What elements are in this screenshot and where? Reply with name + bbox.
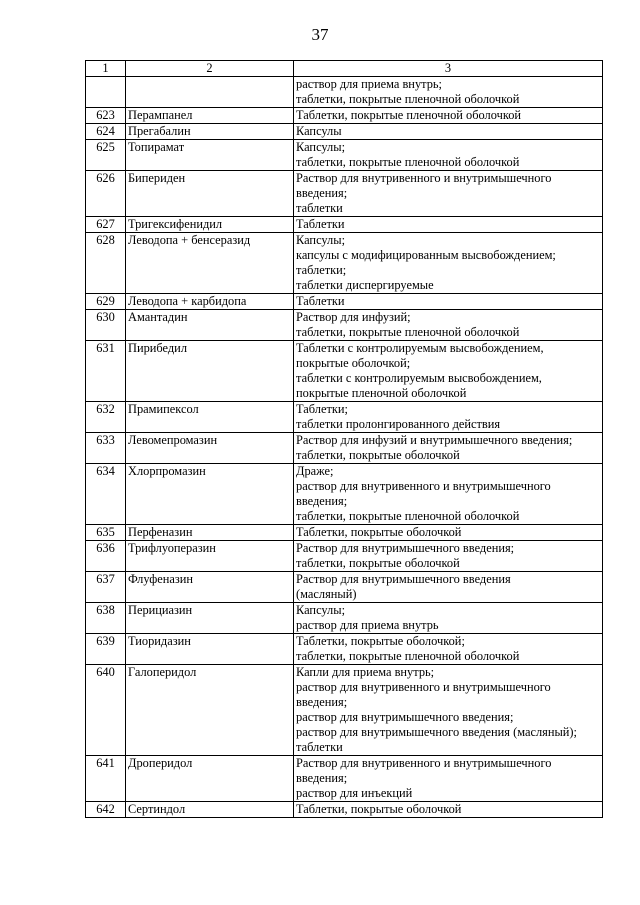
dosage-forms [294, 603, 603, 634]
dosage-form-line: таблетки диспергируемые [296, 278, 434, 292]
dosage-form-line: Капсулы [296, 124, 342, 138]
drug-name: Перампанел [126, 108, 294, 124]
table-row [86, 217, 603, 233]
dosage-form-line: Таблетки, покрытые оболочкой [296, 802, 462, 816]
drug-name: Прамипексол [126, 402, 294, 433]
dosage-form-line: Драже; [296, 464, 334, 478]
column-header-2: 2 [126, 61, 294, 77]
dosage-form-line: таблетки, покрытые оболочкой [296, 448, 460, 462]
column-header-3: 3 [294, 61, 603, 77]
table-row [86, 140, 603, 171]
table-row [86, 341, 603, 402]
drug-name: Амантадин [126, 310, 294, 341]
column-header-1: 1 [86, 61, 126, 77]
dosage-form-line: введения; [296, 186, 348, 200]
row-number: 623 [86, 108, 126, 124]
drug-name [126, 77, 294, 108]
dosage-form-line: Таблетки с контролируемым высвобождением, [296, 341, 544, 355]
row-number: 633 [86, 433, 126, 464]
dosage-form-line: введения; [296, 494, 348, 508]
row-number: 634 [86, 464, 126, 525]
table-header-row [86, 61, 603, 77]
row-number: 630 [86, 310, 126, 341]
drug-name: Левомепромазин [126, 433, 294, 464]
dosage-form-line: раствор для инъекций [296, 786, 413, 800]
dosage-form-line: введения; [296, 771, 348, 785]
drug-name: Леводопа + карбидопа [126, 294, 294, 310]
table-row [86, 464, 603, 525]
dosage-form-line: Таблетки, покрытые пленочной оболочкой [296, 108, 522, 122]
dosage-forms [294, 124, 603, 140]
table-row [86, 233, 603, 294]
dosage-forms [294, 464, 603, 525]
table-row [86, 433, 603, 464]
dosage-form-line: Капли для приема внутрь; [296, 665, 435, 679]
dosage-form-line: таблетки, покрытые пленочной оболочкой [296, 155, 520, 169]
dosage-form-line: таблетки, покрытые оболочкой [296, 556, 460, 570]
dosage-form-line: Раствор для внутримышечного введения [296, 572, 511, 586]
dosage-form-line: Капсулы; [296, 140, 346, 154]
dosage-form-line: Таблетки; [296, 402, 348, 416]
dosage-forms [294, 756, 603, 802]
dosage-form-line: таблетки, покрытые пленочной оболочкой [296, 325, 520, 339]
dosage-forms [294, 525, 603, 541]
row-number: 627 [86, 217, 126, 233]
dosage-form-line: (масляный) [296, 587, 357, 601]
row-number: 642 [86, 802, 126, 818]
dosage-forms [294, 77, 603, 108]
dosage-form-line: раствор для внутримышечного введения (масляный); [296, 725, 577, 739]
dosage-forms [294, 802, 603, 818]
dosage-form-line: таблетки [296, 740, 343, 754]
dosage-forms [294, 217, 603, 233]
dosage-form-line: раствор для внутривенного и внутримышечного [296, 479, 551, 493]
row-number: 631 [86, 341, 126, 402]
drug-name: Тригексифенидил [126, 217, 294, 233]
drug-table [85, 60, 603, 818]
row-number: 629 [86, 294, 126, 310]
dosage-form-line: Раствор для инфузий и внутримышечного введения; [296, 433, 573, 447]
row-number: 637 [86, 572, 126, 603]
dosage-forms [294, 108, 603, 124]
dosage-form-line: Раствор для внутривенного и внутримышечного [296, 171, 552, 185]
drug-name: Дроперидол [126, 756, 294, 802]
drug-name: Перфеназин [126, 525, 294, 541]
dosage-forms [294, 341, 603, 402]
row-number: 636 [86, 541, 126, 572]
drug-name: Тиоридазин [126, 634, 294, 665]
row-number: 639 [86, 634, 126, 665]
table-row [86, 756, 603, 802]
dosage-forms [294, 140, 603, 171]
dosage-form-line: Раствор для внутривенного и внутримышечного [296, 756, 552, 770]
drug-name: Трифлуоперазин [126, 541, 294, 572]
dosage-form-line: Раствор для внутримышечного введения; [296, 541, 515, 555]
dosage-form-line: таблетки, покрытые пленочной оболочкой [296, 92, 520, 106]
row-number: 635 [86, 525, 126, 541]
dosage-forms [294, 402, 603, 433]
row-number: 632 [86, 402, 126, 433]
table-row [86, 77, 603, 108]
row-number: 624 [86, 124, 126, 140]
dosage-form-line: таблетки пролонгированного действия [296, 417, 501, 431]
row-number: 640 [86, 665, 126, 756]
drug-name: Прегабалин [126, 124, 294, 140]
dosage-form-line: таблетки, покрытые пленочной оболочкой [296, 509, 520, 523]
table-row [86, 541, 603, 572]
dosage-form-line: Таблетки, покрытые оболочкой; [296, 634, 465, 648]
dosage-form-line: раствор для приема внутрь [296, 618, 439, 632]
dosage-forms [294, 572, 603, 603]
drug-name: Леводопа + бенсеразид [126, 233, 294, 294]
dosage-form-line: таблетки с контролируемым высвобождением, [296, 371, 542, 385]
dosage-form-line: таблетки; [296, 263, 347, 277]
dosage-forms [294, 433, 603, 464]
drug-name: Пирибедил [126, 341, 294, 402]
table-row [86, 525, 603, 541]
table-row [86, 171, 603, 217]
page-number: 37 [311, 25, 329, 44]
dosage-form-line: Капсулы; [296, 233, 346, 247]
dosage-form-line: покрытые оболочкой; [296, 356, 411, 370]
dosage-forms [294, 634, 603, 665]
table-row [86, 310, 603, 341]
table-row [86, 124, 603, 140]
dosage-form-line: Раствор для инфузий; [296, 310, 411, 324]
table-row [86, 294, 603, 310]
dosage-form-line: таблетки, покрытые пленочной оболочкой [296, 649, 520, 663]
dosage-forms [294, 233, 603, 294]
drug-name: Хлорпромазин [126, 464, 294, 525]
dosage-form-line: Таблетки [296, 294, 345, 308]
dosage-form-line: раствор для приема внутрь; [296, 77, 442, 91]
dosage-forms [294, 171, 603, 217]
dosage-form-line: раствор для внутримышечного введения; [296, 710, 514, 724]
drug-name: Топирамат [126, 140, 294, 171]
table-row [86, 802, 603, 818]
dosage-form-line: Капсулы; [296, 603, 346, 617]
drug-name: Флуфеназин [126, 572, 294, 603]
row-number: 628 [86, 233, 126, 294]
dosage-form-line: таблетки [296, 201, 343, 215]
dosage-form-line: покрытые пленочной оболочкой [296, 386, 467, 400]
table-row [86, 108, 603, 124]
row-number [86, 77, 126, 108]
table-row [86, 402, 603, 433]
dosage-form-line: Таблетки, покрытые оболочкой [296, 525, 462, 539]
dosage-form-line: введения; [296, 695, 348, 709]
dosage-forms [294, 310, 603, 341]
row-number: 625 [86, 140, 126, 171]
table-row [86, 603, 603, 634]
row-number: 638 [86, 603, 126, 634]
table-row [86, 572, 603, 603]
drug-name: Галоперидол [126, 665, 294, 756]
drug-name: Сертиндол [126, 802, 294, 818]
dosage-forms [294, 665, 603, 756]
table-row [86, 634, 603, 665]
row-number: 641 [86, 756, 126, 802]
drug-name: Бипериден [126, 171, 294, 217]
dosage-forms [294, 541, 603, 572]
dosage-form-line: раствор для внутривенного и внутримышечного [296, 680, 551, 694]
dosage-forms [294, 294, 603, 310]
drug-name: Перициазин [126, 603, 294, 634]
table-row [86, 665, 603, 756]
row-number: 626 [86, 171, 126, 217]
dosage-form-line: Таблетки [296, 217, 345, 231]
dosage-form-line: капсулы с модифицированным высвобождением; [296, 248, 556, 262]
